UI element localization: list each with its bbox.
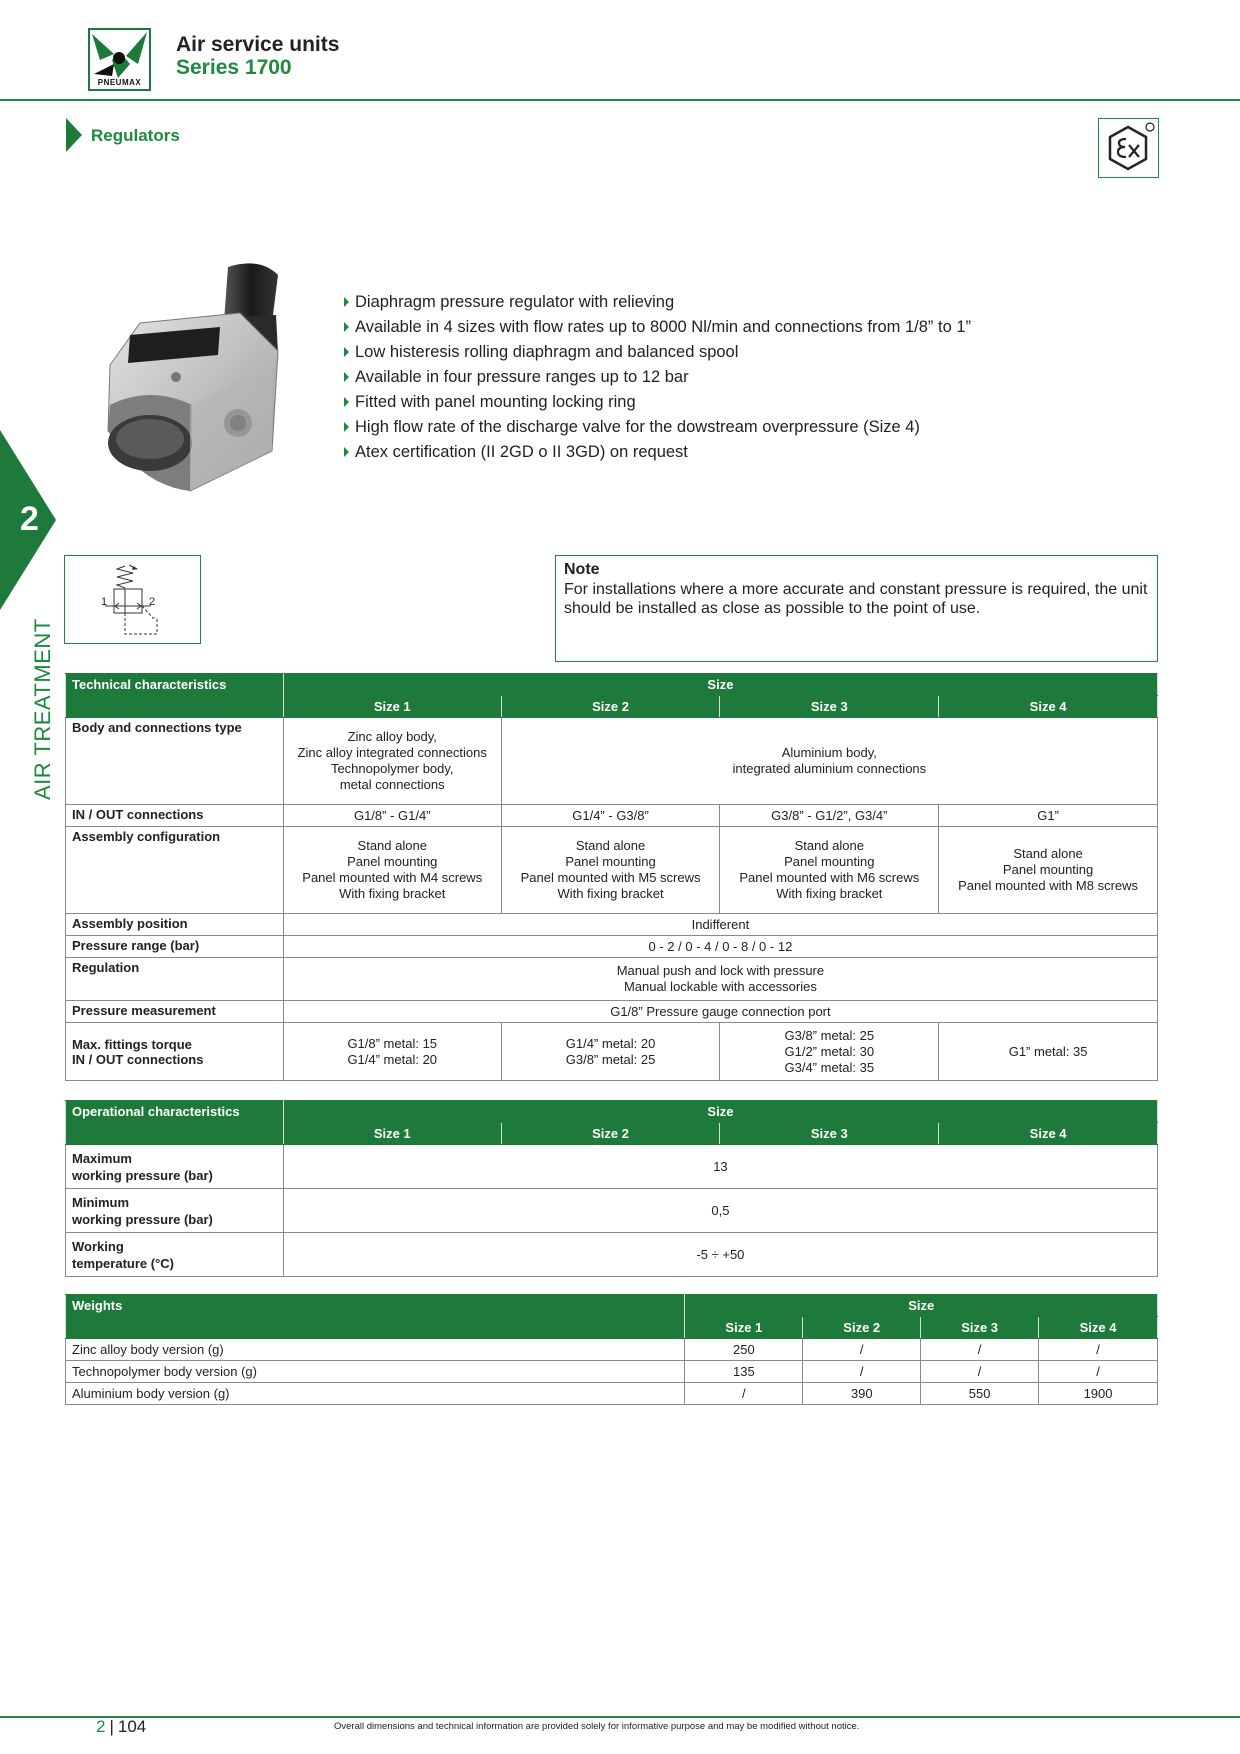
- table-cell: /: [1039, 1361, 1158, 1383]
- section-arrow-icon: [66, 118, 82, 152]
- table-cell: G3/8” - G1/2”, G3/4”: [720, 805, 939, 827]
- row-label: Aluminium body version (g): [66, 1383, 685, 1405]
- size-column-header: Size 2: [501, 1123, 720, 1145]
- table-cell: G3/8” metal: 25 G1/2” metal: 30 G3/4” metal: 35: [720, 1023, 939, 1081]
- port-out-label: 2: [149, 596, 156, 608]
- table-cell: Manual push and lock with pressure Manual lockable with accessories: [283, 958, 1157, 1001]
- chapter-number-footer: 2: [96, 1717, 106, 1736]
- bullet-arrow-icon: [344, 422, 349, 432]
- page-separator: |: [109, 1717, 114, 1736]
- operational-characteristics-table: [65, 1100, 1158, 1277]
- table-cell: /: [921, 1361, 1039, 1383]
- size-column-header: Size 3: [720, 1123, 939, 1145]
- bullet-arrow-icon: [344, 297, 349, 307]
- size-column-header: Size 4: [939, 696, 1158, 718]
- table-cell: G1/4” metal: 20 G3/8” metal: 25: [501, 1023, 720, 1081]
- size-column-header: Size 1: [283, 696, 501, 718]
- footer-divider: [0, 1716, 1240, 1718]
- feature-item: Available in 4 sizes with flow rates up to 8000 Nl/min and connections from 1/8” to 1”: [344, 315, 971, 340]
- size-column-header: Size 3: [720, 696, 939, 718]
- table-row: [66, 1023, 1158, 1081]
- atex-ex-icon: [1098, 118, 1159, 178]
- feature-item: Atex certification (II 2GD o II 3GD) on request: [344, 440, 971, 465]
- size-header: Size: [283, 1101, 1157, 1123]
- size-column-header: Size 4: [939, 1123, 1158, 1145]
- table-title: Technical characteristics: [66, 674, 284, 718]
- table-cell: Aluminium body, integrated aluminium connections: [501, 718, 1157, 805]
- table-row: [66, 1361, 1158, 1383]
- table-cell: G1/4” - G3/8”: [501, 805, 720, 827]
- regulator-symbol: [64, 555, 201, 644]
- table-cell: Stand alone Panel mounting Panel mounted with M8 screws: [939, 827, 1158, 914]
- bullet-arrow-icon: [344, 322, 349, 332]
- page-subtitle: Series 1700: [176, 56, 292, 79]
- technical-characteristics-table: [65, 673, 1158, 1081]
- logo-text: PNEUMAX: [97, 78, 142, 87]
- regulator-product-image: [100, 255, 330, 505]
- table-cell: G1/8” Pressure gauge connection port: [283, 1001, 1157, 1023]
- table-cell: 0 - 2 / 0 - 4 / 0 - 8 / 0 - 12: [283, 936, 1157, 958]
- size-header: Size: [685, 1295, 1158, 1317]
- table-cell: G1”: [939, 805, 1158, 827]
- section-title: Regulators: [91, 126, 180, 145]
- page-number-value: 104: [117, 1717, 147, 1736]
- feature-item: Low histeresis rolling diaphragm and balanced spool: [344, 340, 971, 365]
- size-header: Size: [283, 674, 1157, 696]
- row-label: Maximum working pressure (bar): [66, 1145, 284, 1189]
- table-cell: G1/8” metal: 15 G1/4” metal: 20: [283, 1023, 501, 1081]
- note-box: [555, 555, 1158, 662]
- note-title: Note: [564, 561, 600, 578]
- row-label: Assembly position: [66, 914, 284, 936]
- table-cell: 550: [921, 1383, 1039, 1405]
- port-in-label: 1: [101, 596, 108, 608]
- bullet-arrow-icon: [344, 447, 349, 457]
- bullet-arrow-icon: [344, 347, 349, 357]
- row-label: Pressure range (bar): [66, 936, 284, 958]
- table-cell: /: [685, 1383, 803, 1405]
- table-cell: -5 ÷ +50: [283, 1233, 1157, 1277]
- row-label: IN / OUT connections: [66, 805, 284, 827]
- feature-item: Fitted with panel mounting locking ring: [344, 390, 971, 415]
- table-row: [66, 958, 1158, 1001]
- regulator-symbol-icon: [65, 556, 200, 643]
- row-label: Pressure measurement: [66, 1001, 284, 1023]
- weights-table: [65, 1294, 1158, 1405]
- size-column-header: Size 4: [1039, 1317, 1158, 1339]
- table-cell: 390: [803, 1383, 921, 1405]
- row-label: Working temperature (°C): [66, 1233, 284, 1277]
- page-title: Air service units: [176, 33, 340, 56]
- table-row: [66, 936, 1158, 958]
- size-column-header: Size 1: [685, 1317, 803, 1339]
- note-text: For installations where a more accurate and constant pressure is required, the unit should be installed as close as possible to the point of use.: [564, 581, 1148, 617]
- size-column-header: Size 1: [283, 1123, 501, 1145]
- table-cell: 250: [685, 1339, 803, 1361]
- table-cell: G1/8” - G1/4”: [283, 805, 501, 827]
- logo-emblem-icon: [90, 30, 149, 80]
- table-cell: /: [803, 1361, 921, 1383]
- row-label: Minimum working pressure (bar): [66, 1189, 284, 1233]
- table-cell: Stand alone Panel mounting Panel mounted with M6 screws With fixing bracket: [720, 827, 939, 914]
- row-label: Assembly configuration: [66, 827, 284, 914]
- table-cell: Stand alone Panel mounting Panel mounted with M4 screws With fixing bracket: [283, 827, 501, 914]
- table-cell: 0,5: [283, 1189, 1157, 1233]
- chapter-label: AIR TREATMENT: [30, 618, 55, 800]
- table-row: [66, 1145, 1158, 1189]
- chapter-number: 2: [20, 500, 39, 538]
- table-cell: /: [1039, 1339, 1158, 1361]
- table-cell: Indifferent: [283, 914, 1157, 936]
- table-row: [66, 1233, 1158, 1277]
- page-number: [96, 1717, 146, 1737]
- table-row: [66, 1339, 1158, 1361]
- feature-item: Diaphragm pressure regulator with relieving: [344, 290, 971, 315]
- row-label: Max. fittings torque IN / OUT connections: [66, 1023, 284, 1081]
- table-cell: /: [921, 1339, 1039, 1361]
- table-cell: /: [803, 1339, 921, 1361]
- table-row: [66, 914, 1158, 936]
- size-column-header: Size 2: [803, 1317, 921, 1339]
- header-divider: [0, 99, 1240, 101]
- table-cell: 13: [283, 1145, 1157, 1189]
- table-title: Weights: [66, 1295, 685, 1339]
- table-title: Operational characteristics: [66, 1101, 284, 1145]
- footer-disclaimer: Overall dimensions and technical information are provided solely for informative purpose and may be modified without notice.: [334, 1721, 860, 1732]
- feature-list: [344, 290, 971, 465]
- table-row: [66, 718, 1158, 805]
- table-row: [66, 1189, 1158, 1233]
- table-cell: 1900: [1039, 1383, 1158, 1405]
- row-label: Body and connections type: [66, 718, 284, 805]
- bullet-arrow-icon: [344, 397, 349, 407]
- table-cell: 135: [685, 1361, 803, 1383]
- table-row: [66, 1001, 1158, 1023]
- table-row: [66, 1383, 1158, 1405]
- size-column-header: Size 2: [501, 696, 720, 718]
- table-row: [66, 827, 1158, 914]
- bullet-arrow-icon: [344, 372, 349, 382]
- table-cell: Stand alone Panel mounting Panel mounted with M5 screws With fixing bracket: [501, 827, 720, 914]
- size-column-header: Size 3: [921, 1317, 1039, 1339]
- row-label: Regulation: [66, 958, 284, 1001]
- feature-item: Available in four pressure ranges up to 12 bar: [344, 365, 971, 390]
- row-label: Zinc alloy body version (g): [66, 1339, 685, 1361]
- table-cell: Zinc alloy body, Zinc alloy integrated connections Technopolymer body, metal connections: [283, 718, 501, 805]
- table-row: [66, 805, 1158, 827]
- feature-item: High flow rate of the discharge valve for the dowstream overpressure (Size 4): [344, 415, 971, 440]
- row-label: Technopolymer body version (g): [66, 1361, 685, 1383]
- table-cell: G1” metal: 35: [939, 1023, 1158, 1081]
- brand-logo: [88, 28, 151, 91]
